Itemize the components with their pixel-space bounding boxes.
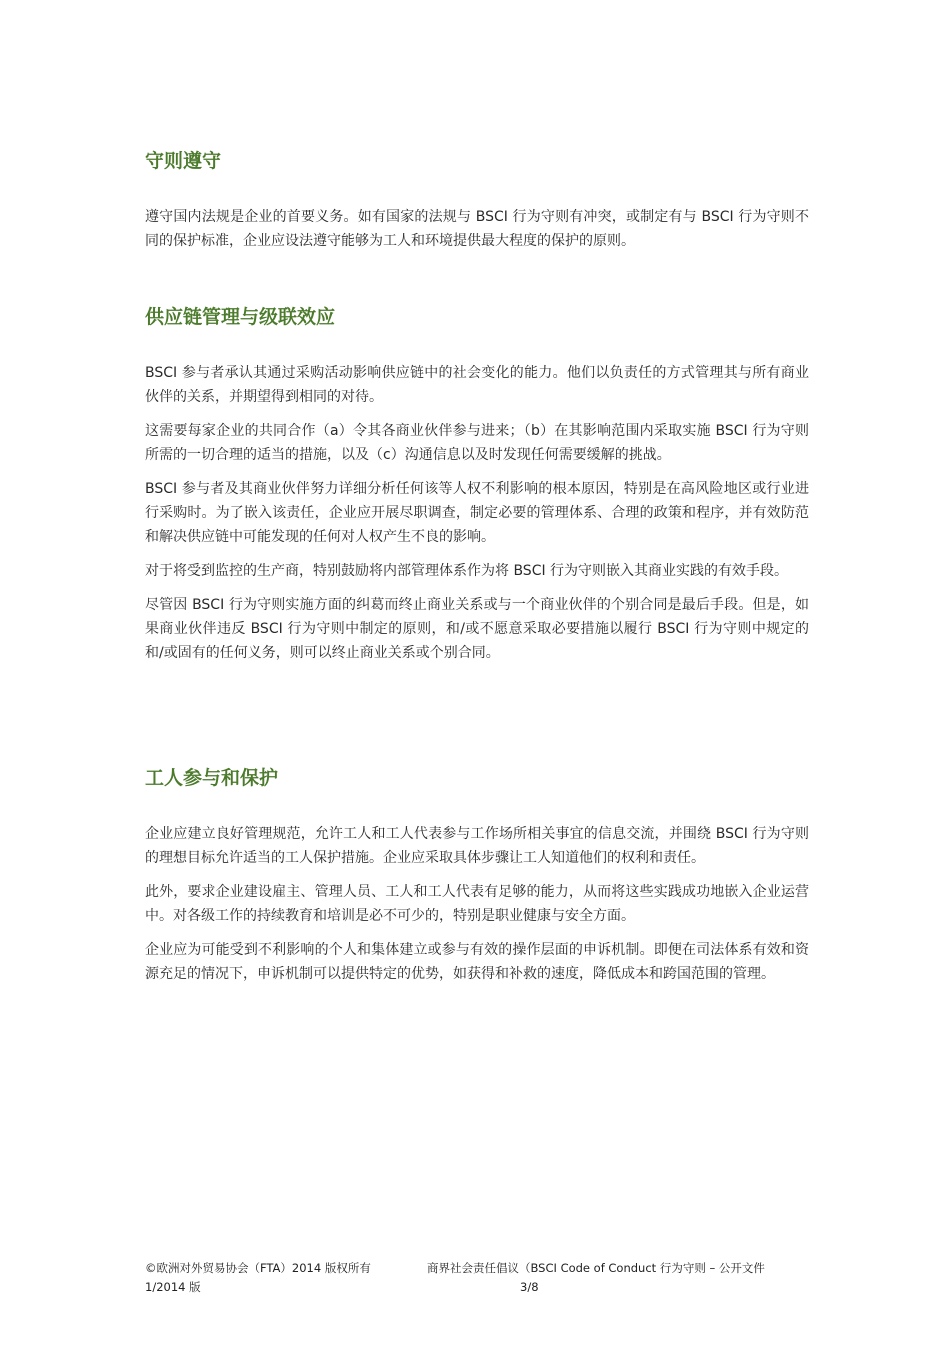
section-heading: 工人参与和保护 xyxy=(145,767,279,789)
section-heading: 供应链管理与级联效应 xyxy=(145,306,336,328)
paragraph: 此外，要求企业建设雇主、管理人员、工人和工人代表有足够的能力，从而将这些实践成功地嵌入企业运营中。对各级工作的持续教育和培训是必不可少的，特别是职业健康与安全方面。 xyxy=(145,884,809,924)
footer-page-number: 3/8 xyxy=(520,1280,539,1294)
section-supply-chain xyxy=(145,305,809,675)
section-compliance xyxy=(145,149,809,263)
paragraph: BSCI 参与者及其商业伙伴努力详细分析任何该等人权不利影响的根本原因，特别是在高风险地区或行业进行采购时。为了嵌入该责任，企业应开展尽职调查，制定必要的管理体系、合理的政策和程序，并有效防范和解决供应链中可能发现的任何对人权产生不良的影响。 xyxy=(145,481,809,545)
paragraph: 对于将受到监控的生产商，特别鼓励将内部管理体系作为将 BSCI 行为守则嵌入其商业实践的有效手段。 xyxy=(145,563,789,579)
paragraph: 遵守国内法规是企业的首要义务。如有国家的法规与 BSCI 行为守则有冲突，或制定有与 BSCI 行为守则不同的保护标准，企业应设法遵守能够为工人和环境提供最大程度的保护的原则。 xyxy=(145,209,809,249)
section-worker-participation xyxy=(145,766,809,996)
paragraph: 这需要每家企业的共同合作（a）令其各商业伙伴参与进来；（b）在其影响范围内采取实施 BSCI 行为守则所需的一切合理的适当的措施，以及（c）沟通信息以及时发现任何需要缓解的挑战。 xyxy=(145,423,809,463)
footer-version: 1/2014 版 xyxy=(145,1280,201,1294)
paragraph: 尽管因 BSCI 行为守则实施方面的纠葛而终止商业关系或与一个商业伙伴的个别合同是最后手段。但是，如果商业伙伴违反 BSCI 行为守则中制定的原则，和/或不愿意采取必要措施以履行 BSCI 行为守则中规定的和/或固有的任何义务，则可以终止商业关系或个别合同。 xyxy=(145,597,809,661)
paragraph: 企业应建立良好管理规范，允许工人和工人代表参与工作场所相关事宜的信息交流，并围绕 BSCI 行为守则的理想目标允许适当的工人保护措施。企业应采取具体步骤让工人知道他们的权利和责任。 xyxy=(145,826,809,866)
page-footer xyxy=(145,1259,809,1297)
section-heading: 守则遵守 xyxy=(145,150,222,172)
footer-document-title: 商界社会责任倡议（BSCI Code of Conduct 行为守则 – 公开文件 xyxy=(427,1261,765,1275)
paragraph: 企业应为可能受到不利影响的个人和集体建立或参与有效的操作层面的申诉机制。即便在司法体系有效和资源充足的情况下，申诉机制可以提供特定的优势，如获得和补救的速度，降低成本和跨国范围的管理。 xyxy=(145,942,809,982)
footer-copyright: ©欧洲对外贸易协会（FTA）2014 版权所有 xyxy=(145,1261,371,1275)
paragraph: BSCI 参与者承认其通过采购活动影响供应链中的社会变化的能力。他们以负责任的方式管理其与所有商业伙伴的关系，并期望得到相同的对待。 xyxy=(145,365,809,405)
